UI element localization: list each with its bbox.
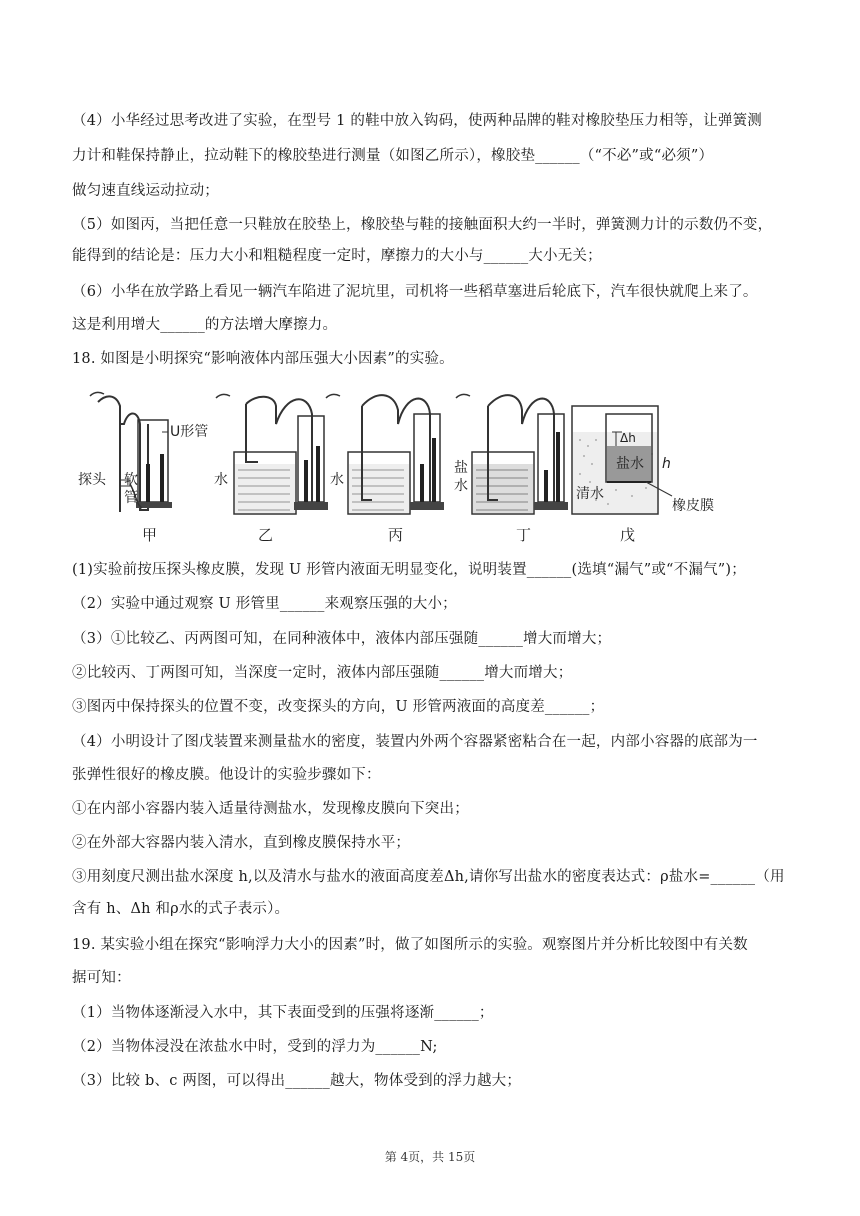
q17-part5-line2: 能得到的结论是：压力大小和粗糙程度一定时，摩擦力的大小与______大小无关； (72, 248, 602, 264)
label-salt: 盐 (454, 460, 468, 476)
q17-part4-line3: 做匀速直线运动拉动； (72, 183, 219, 199)
q17-part6-line2: 这是利用增大______的方法增大摩擦力。 (72, 317, 338, 333)
label-dh: Δh (620, 431, 636, 445)
caption-yi: 乙 (258, 526, 274, 544)
label-utube: U形管 (170, 424, 209, 440)
label-brine: 盐水 (616, 456, 644, 472)
label-saltwater: 水 (454, 478, 468, 494)
label-membrane: 橡皮膜 (672, 498, 714, 514)
label-water-bing: 水 (330, 472, 344, 488)
label-soft: 软 (124, 472, 138, 488)
figure-wu (572, 406, 714, 544)
q18-part3-line2: ②比较丙、丁两图可知，当深度一定时，液体内部压强随______增大而增大； (72, 665, 573, 681)
q18-part3-line3: ③图丙中保持探头的位置不变，改变探头的方向，U 形管两液面的高度差______； (72, 699, 605, 715)
caption-jia: 甲 (142, 526, 158, 544)
label-water-yi: 水 (214, 472, 228, 488)
q19-part2: （2）当物体浸没在浓盐水中时，受到的浮力为______N; (72, 1039, 438, 1055)
caption-bing: 丙 (388, 526, 404, 544)
q19-part3: （3）比较 b、c 两图，可以得出______越大，物体受到的浮力越大； (72, 1073, 522, 1089)
figure-ding (454, 394, 568, 544)
figure-bing (326, 394, 444, 544)
q18-step3-line1: ③用刻度尺测出盐水深度 h,以及清水与盐水的液面高度差Δh,请你写出盐水的密度表达式：ρ盐水=______（用 (72, 869, 785, 885)
figure-yi (214, 394, 328, 544)
q17-part4-line1: （4）小华经过思考改进了实验，在型号 1 的鞋中放入钩码，使两种品牌的鞋对橡胶垫压力相等，让弹簧测 (72, 113, 762, 129)
q18-part2: （2）实验中通过观察 U 形管里______来观察压强的大小； (72, 596, 457, 612)
figure-jia (78, 392, 208, 544)
q19-title-line2: 据可知： (72, 970, 131, 986)
label-h: h (662, 456, 671, 472)
q17-part5-line1: （5）如图丙，当把任意一只鞋放在胶垫上，橡胶垫与鞋的接触面积大约一半时，弹簧测力计的示数仍不变， (72, 217, 773, 233)
label-tube: 管 (124, 490, 138, 506)
q18-step3-line2: 含有 h、Δh 和ρ水的式子表示）。 (72, 901, 290, 917)
label-probe: 探头 (78, 472, 106, 488)
q18-step1: ①在内部小容器内装入适量待测盐水，发现橡皮膜向下突出； (72, 801, 469, 817)
q18-part3-line1: （3）①比较乙、丙两图可知，在同种液体中，液体内部压强随______增大而增大； (72, 631, 612, 647)
caption-wu: 戊 (620, 526, 636, 544)
q18-step2: ②在外部大容器内装入清水，直到橡皮膜保持水平； (72, 835, 411, 851)
q18-figure (76, 384, 714, 554)
caption-ding: 丁 (516, 526, 532, 544)
q17-part6-line1: （6）小华在放学路上看见一辆汽车陷进了泥坑里，司机将一些稻草塞进后轮底下，汽车很快就爬上来了。 (72, 284, 758, 300)
q19-part1: （1）当物体逐渐浸入水中，其下表面受到的压强将逐渐______； (72, 1005, 494, 1021)
q19-title-line1: 19. 某实验小组在探究“影响浮力大小的因素”时，做了如图所示的实验。观察图片并分析比较图中有关数 (72, 937, 748, 953)
q17-part4-line2: 力计和鞋保持静止，拉动鞋下的橡胶垫进行测量（如图乙所示），橡胶垫______（“不必”或“必须”） (72, 148, 714, 164)
label-clean-water: 清水 (576, 486, 604, 502)
page-footer: 第 4页，共 15页 (384, 1150, 476, 1164)
q18-part4-line2: 张弹性很好的橡皮膜。他设计的实验步骤如下： (72, 767, 381, 783)
q18-part4-line1: （4）小明设计了图戊装置来测量盐水的密度，装置内外两个容器紧密粘合在一起，内部小容器的底部为一 (72, 734, 758, 750)
q18-part1: (1)实验前按压探头橡皮膜，发现 U 形管内液面无明显变化，说明装置______(选填“漏气”或“不漏气”)； (72, 562, 746, 578)
q18-title: 18. 如图是小明探究“影响液体内部压强大小因素”的实验。 (72, 351, 454, 367)
